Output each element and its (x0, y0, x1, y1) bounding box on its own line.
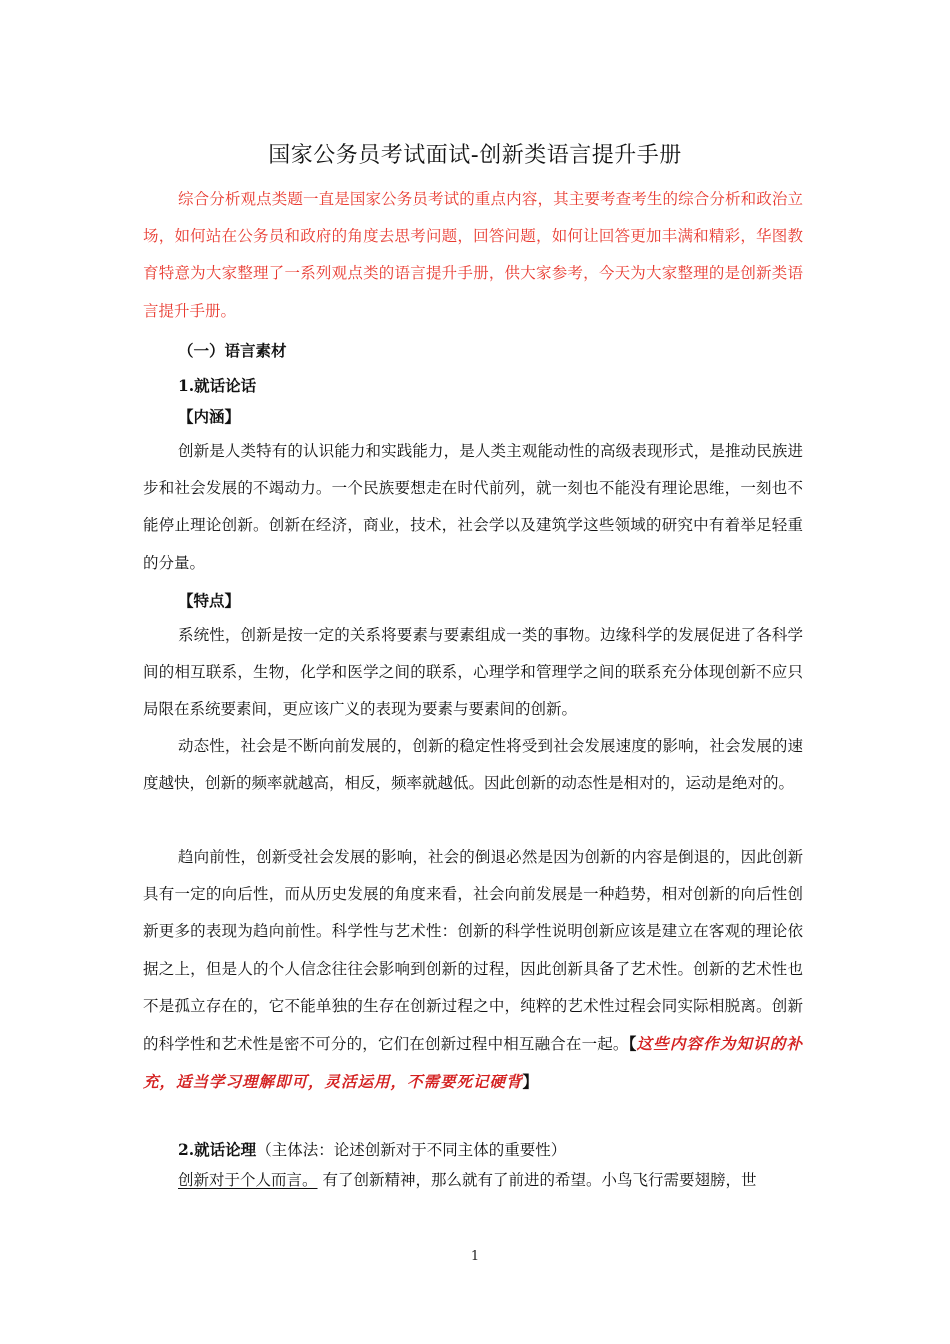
feature-dynamic-paragraph: 动态性，社会是不断向前发展的，创新的稳定性将受到社会发展速度的影响，社会发展的速度越快，创新的频率就越高，相反，频率就越低。因此创新的动态性是相对的，运动是绝对的。 (143, 737, 803, 793)
feature-forward-paragraph (143, 839, 803, 1101)
individual-text: 有了创新精神，那么就有了前进的希望。小鸟飞行需要翅膀，世 (317, 1171, 757, 1189)
intro-paragraph: 综合分析观点类题一直是国家公务员考试的重点内容，其主要考查考生的综合分析和政治立场，如何站在公务员和政府的角度去思考问题，回答问题，如何让回答更加丰满和精彩，华图教育特意为大家整理了一系列观点类的语言提升手册，供大家参考，今天为大家整理的是创新类语言提升手册。 (143, 190, 803, 320)
subheading-discuss-words: 1.就话论话 (178, 376, 257, 395)
feature-systematic-paragraph: 系统性，创新是按一定的关系将要素与要素组成一类的事物。边缘科学的发展促进了各科学间的相互联系，生物，化学和医学之间的联系，心理学和管理学之间的联系充分体现创新不应只局限在系统要素间，更应该广义的表现为要素与要素间的创新。 (143, 626, 803, 719)
individual-lead: 创新对于个人而言。 (178, 1171, 318, 1189)
feature-forward-text: 趋向前性，创新受社会发展的影响，社会的倒退必然是因为创新的内容是倒退的，因此创新具有一定的向后性，而从历史发展的角度来看，社会向前发展是一种趋势，相对创新的向后性创新更多的表现为趋向前性。科学性与艺术性：创新的科学性说明创新应该是建立在客观的理论依据之上，但是人的个人信念往往会影响到创新的过程，因此创新具备了艺术性。创新的艺术性也不是孤立存在的，它不能单独的生存在创新过程之中，纯粹的艺术性过程会同实际相脱离。创新的科学性和艺术性是密不可分的，它们在创新过程中相互融合在一起。 (143, 848, 803, 1054)
note-close-bracket: 】 (522, 1072, 539, 1092)
subheading-discuss-reason-note: （主体法：论述创新对于不同主体的重要性） (256, 1141, 567, 1159)
connotation-paragraph: 创新是人类特有的认识能力和实践能力，是人类主观能动性的高级表现形式，是推动民族进步和社会发展的不竭动力。一个民族要想走在时代前列，就一刻也不能没有理论思维，一刻也不能停止理论创新。创新在经济，商业，技术，社会学以及建筑学这些领域的研究中有着举足轻重的分量。 (143, 442, 803, 572)
individual-paragraph (143, 1162, 803, 1199)
document-title: 国家公务员考试面试-创新类语言提升手册 (268, 143, 682, 168)
subheading-discuss-reason (178, 1138, 566, 1160)
study-note: 这些内容作为知识的补充，适当学习理解即可，灵活运用，不需要死记硬背 (143, 1034, 803, 1092)
subheading-discuss-reason-label: 2.就话论理 (178, 1140, 257, 1159)
label-connotation: 【内涵】 (178, 407, 241, 426)
page-number: 1 (470, 1249, 480, 1264)
label-features: 【特点】 (178, 591, 241, 610)
section-heading-language-materials: （一）语言素材 (178, 341, 287, 360)
note-open-bracket: 【 (628, 1034, 637, 1054)
